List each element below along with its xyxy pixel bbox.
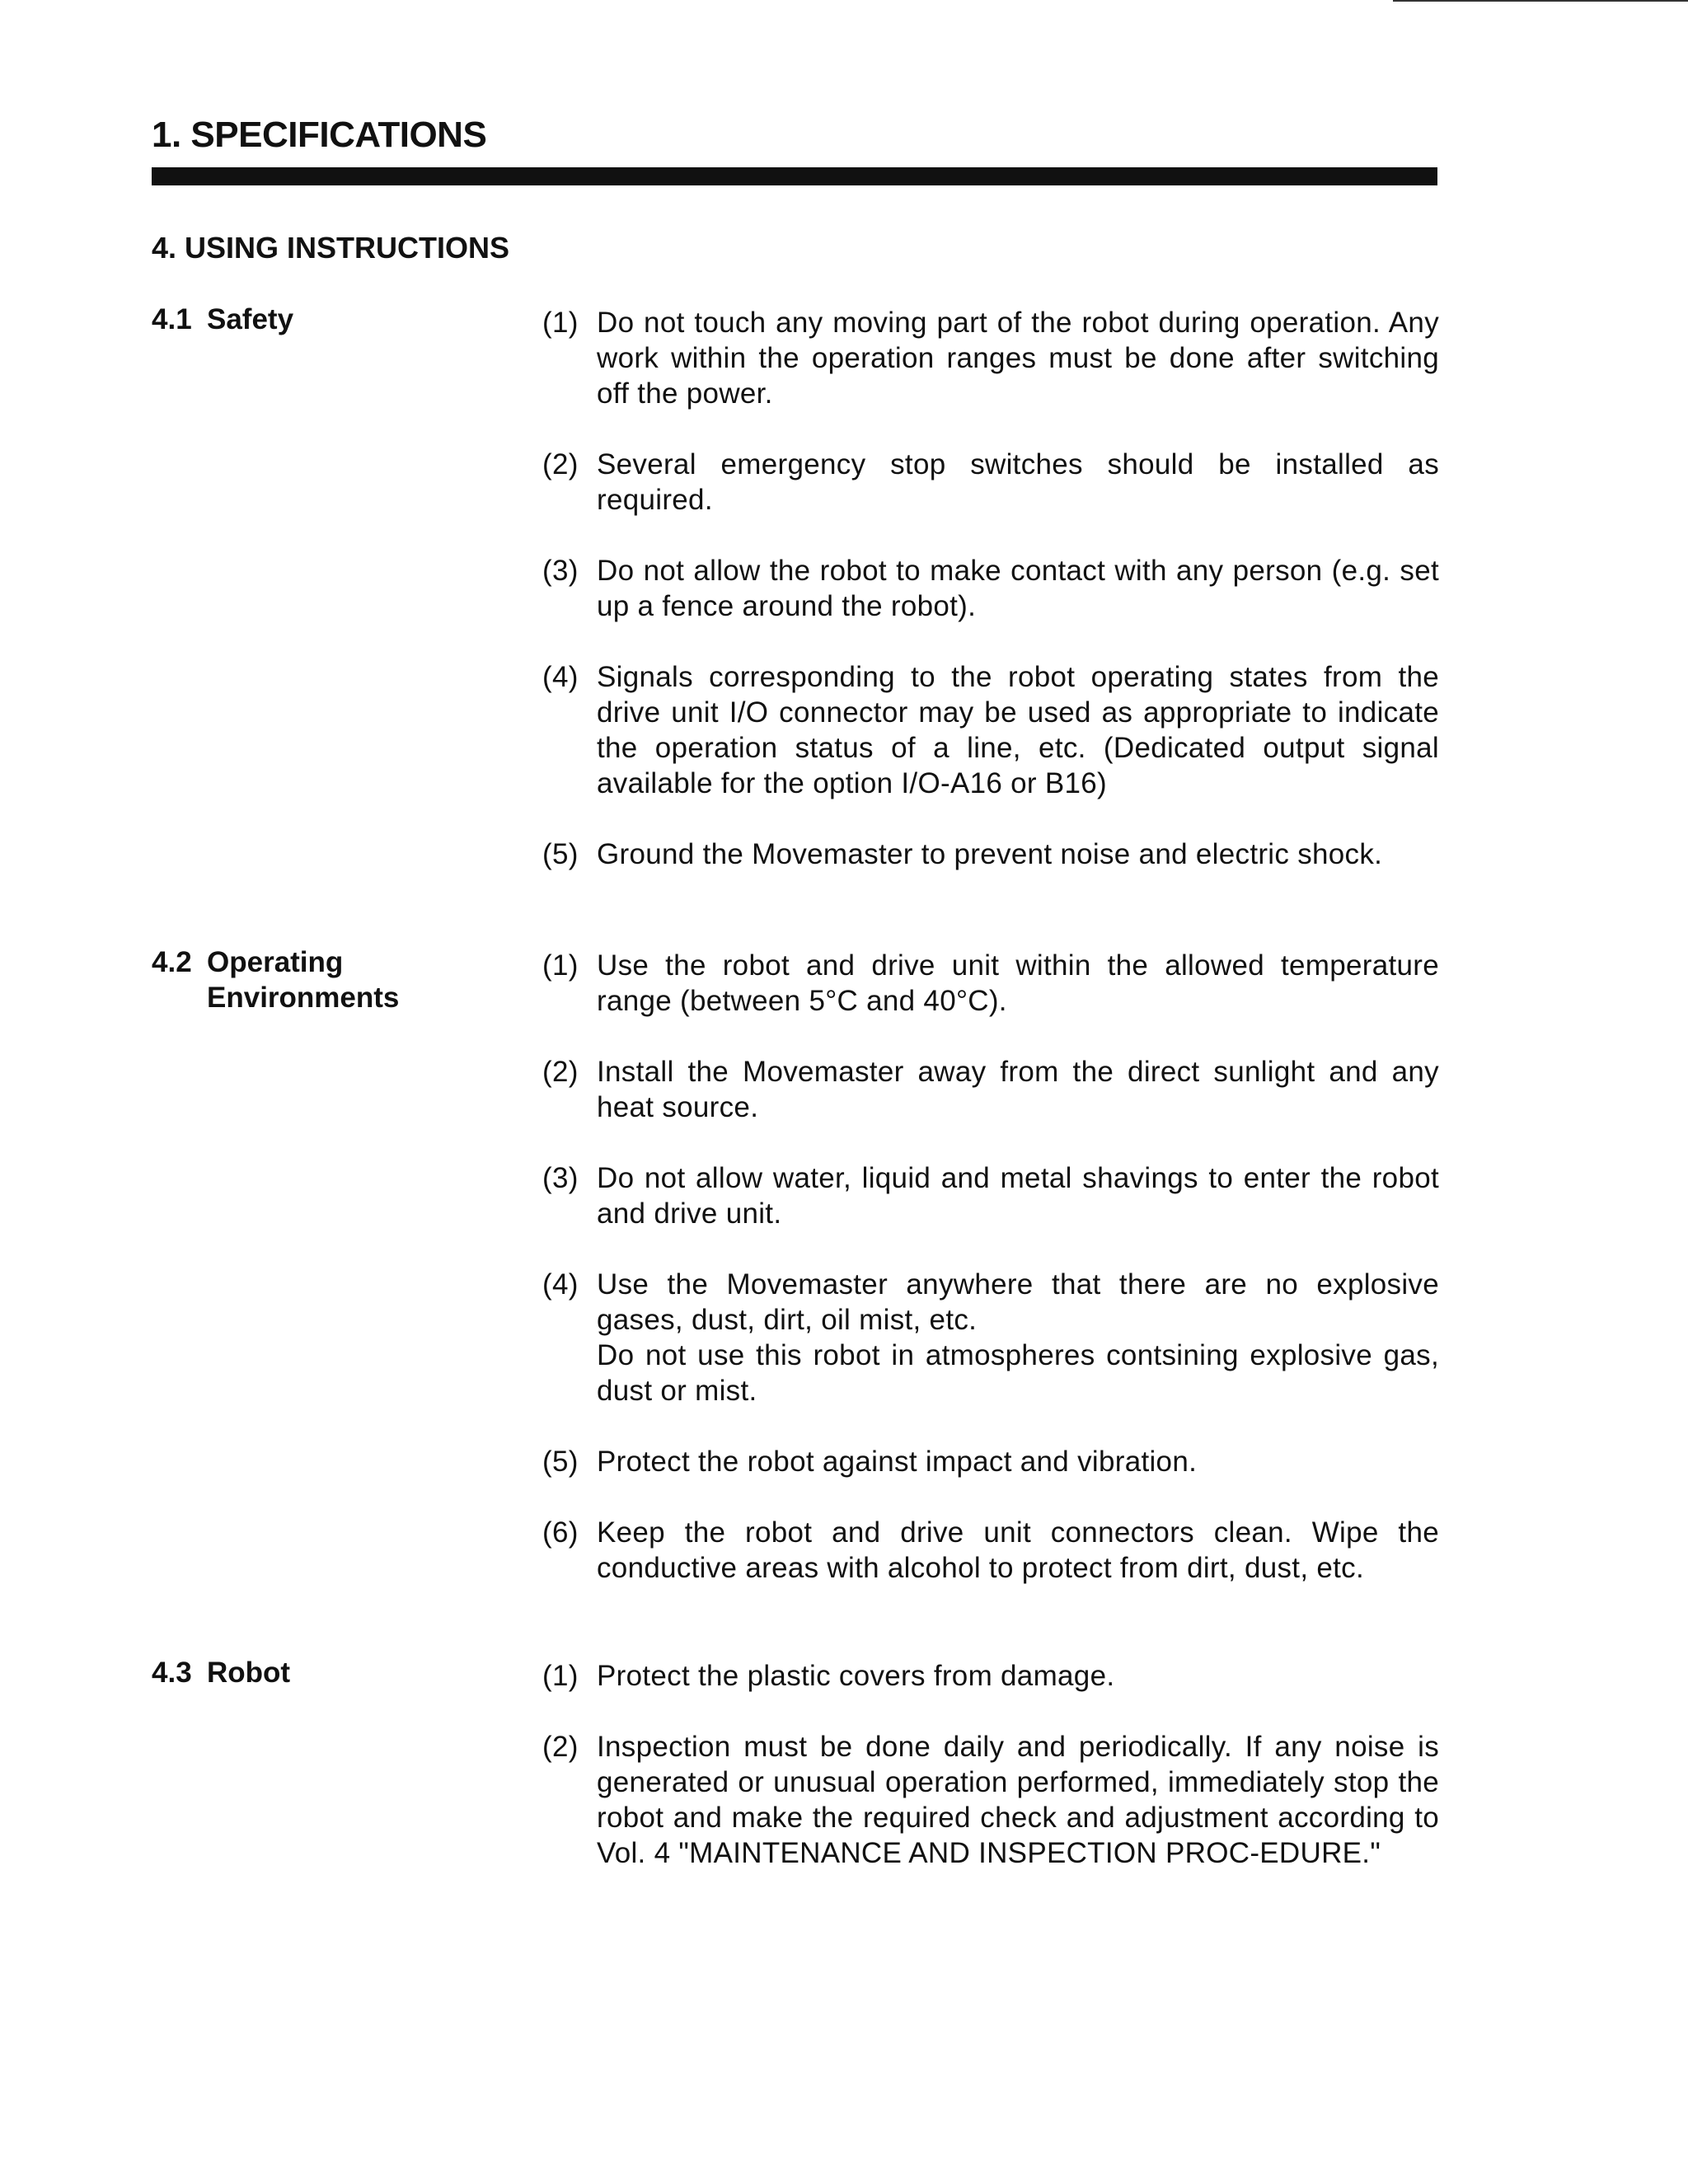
- item-number: (6): [542, 1516, 579, 1549]
- item-text: Do not touch any moving part of the robot during operation. Any work within the operation ranges must be done after switching off the power.: [597, 307, 1439, 410]
- item-number: (4): [542, 661, 579, 693]
- subsection-number: 4.3: [152, 1657, 192, 1689]
- list-item: [542, 1515, 1439, 1586]
- item-number: (1): [542, 1660, 579, 1692]
- item-number: (3): [542, 555, 579, 587]
- list-item: [542, 1267, 1439, 1408]
- item-text: Do not allow water, liquid and metal shavings to enter the robot and drive unit.: [597, 1162, 1439, 1230]
- item-number: (5): [542, 838, 579, 870]
- item-text: Protect the plastic covers from damage.: [597, 1660, 1115, 1692]
- page-header: [152, 114, 1437, 185]
- chapter-title: 1. SPECIFICATIONS: [152, 115, 487, 155]
- list-item: [542, 1444, 1439, 1479]
- list-item: [542, 553, 1439, 624]
- list-item: [542, 837, 1439, 872]
- item-text-block: [597, 1267, 1439, 1408]
- item-text: Ground the Movemaster to prevent noise and electric shock.: [597, 838, 1383, 870]
- subsection-title: Operating: [207, 946, 344, 978]
- subsection-number: 4.1: [152, 303, 192, 335]
- list-item: [542, 1658, 1439, 1694]
- item-number: (1): [542, 307, 579, 339]
- list-item: [542, 1160, 1439, 1231]
- item-number: (2): [542, 1056, 579, 1088]
- top-edge-rule: [1393, 0, 1688, 2]
- list-item: [542, 305, 1439, 411]
- subsection-title: Safety: [207, 303, 294, 335]
- item-text: Protect the robot against impact and vibration.: [597, 1446, 1198, 1478]
- subsection-number: 4.2: [152, 946, 192, 978]
- robot-item-list: [542, 1658, 1439, 1906]
- item-text: Install the Movemaster away from the direct sunlight and any heat source.: [597, 1056, 1439, 1123]
- item-text: Use the robot and drive unit within the allowed temperature range (between 5°C and 40°C).: [597, 949, 1439, 1017]
- list-item: [542, 447, 1439, 518]
- list-item: [542, 659, 1439, 801]
- item-number: (2): [542, 1731, 579, 1763]
- safety-item-list: [542, 305, 1439, 907]
- item-text: Signals corresponding to the robot operating states from the drive unit I/O connector may be used as appropriate to indicate the operation status of a line, etc. (Dedicated output signal available for the option I/O-A16 or B16): [597, 661, 1439, 799]
- item-text: Use the Movemaster anywhere that there are no explosive gases, dust, dirt, oil mist, etc.: [597, 1268, 1439, 1336]
- list-item: [542, 948, 1439, 1019]
- item-text-continued: Do not use this robot in atmospheres contsining explosive gas, dust or mist.: [597, 1339, 1439, 1407]
- subsection-title-line2: Environments: [207, 982, 400, 1014]
- subsection-heading-robot: [152, 1655, 290, 1690]
- list-item: [542, 1054, 1439, 1125]
- item-text: Do not allow the robot to make contact with any person (e.g. set up a fence around the robot).: [597, 555, 1439, 622]
- subsection-title: Robot: [207, 1657, 291, 1689]
- item-number: (3): [542, 1162, 579, 1194]
- item-number: (2): [542, 448, 579, 480]
- item-text: Inspection must be done daily and periodically. If any noise is generated or unusual operation performed, immediately stop the robot and make the required check and adjustment according to Vol. 4 "MAINTENANCE AND INSPECTION PROC-EDURE.": [597, 1731, 1439, 1869]
- section-heading: 4. USING INSTRUCTIONS: [152, 231, 510, 265]
- item-text: Several emergency stop switches should be installed as required.: [597, 448, 1439, 516]
- operating-environments-item-list: [542, 948, 1439, 1621]
- title-underline-bar: [152, 167, 1437, 185]
- item-number: (5): [542, 1446, 579, 1478]
- subsection-heading-safety: [152, 302, 293, 337]
- item-text: Keep the robot and drive unit connectors clean. Wipe the conductive areas with alcohol to protect from dirt, dust, etc.: [597, 1516, 1439, 1584]
- list-item: [542, 1729, 1439, 1871]
- item-number: (1): [542, 949, 579, 982]
- item-number: (4): [542, 1268, 579, 1301]
- subsection-heading-operating-environments: [152, 944, 399, 1015]
